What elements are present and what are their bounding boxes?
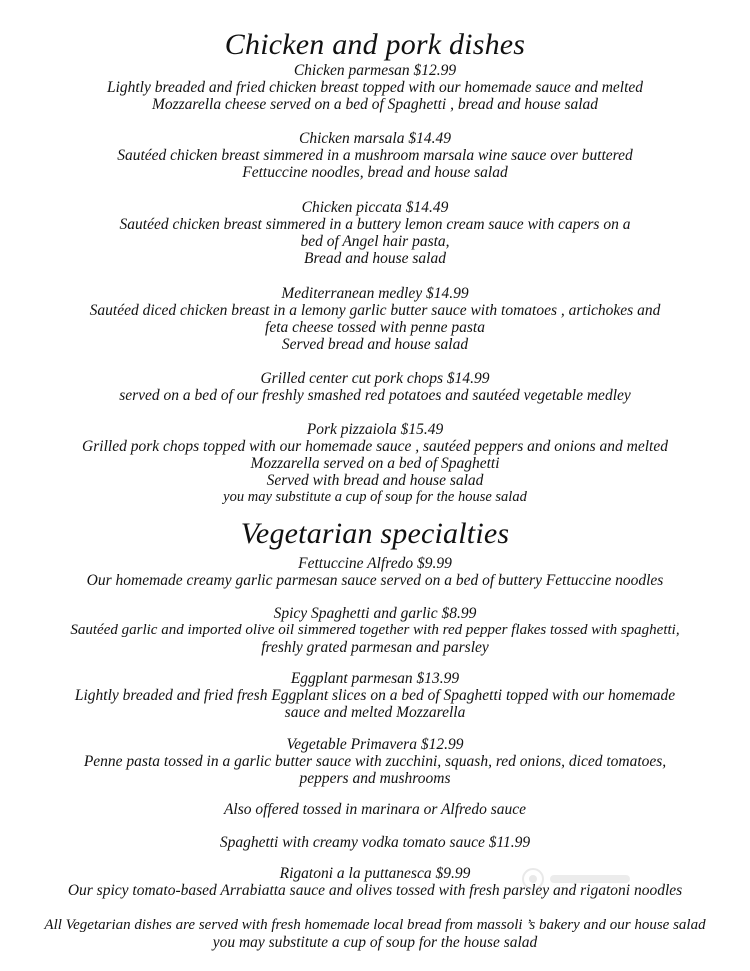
menu-item-chicken-piccata xyxy=(0,199,750,267)
item-description-line: Served with bread and house salad xyxy=(266,472,484,489)
section-title-chicken-pork: Chicken and pork dishes xyxy=(224,28,526,61)
item-name-price: Vegetable Primavera $12.99 xyxy=(286,736,464,753)
item-name-price: Chicken parmesan $12.99 xyxy=(293,62,457,79)
menu-item-vodka-spaghetti: Spaghetti with creamy vodka tomato sauce $11.99 xyxy=(219,834,531,851)
menu-item-eggplant-parmesan xyxy=(0,670,750,721)
item-description-line: Bread and house salad xyxy=(304,250,446,267)
item-description-line: sauce and melted Mozzarella xyxy=(284,704,466,721)
menu-item-chicken-parmesan xyxy=(0,62,750,113)
item-description-line: Lightly breaded and fried fresh Eggplant slices on a bed of Spaghetti topped with our homemade xyxy=(74,687,676,704)
item-name-price: Spicy Spaghetti and garlic $8.99 xyxy=(273,605,477,622)
item-description-line: freshly grated parmesan and parsley xyxy=(261,639,489,656)
item-name-price: Eggplant parmesan $13.99 xyxy=(290,670,460,687)
item-description-line: Sautéed garlic and imported olive oil simmered together with red pepper flakes tossed with spaghetti, xyxy=(70,622,680,638)
item-description-line: Mozzarella cheese served on a bed of Spaghetti , bread and house salad xyxy=(151,96,599,113)
item-name-price: Pork pizzaiola $15.49 xyxy=(306,421,444,438)
watermark-logo-icon xyxy=(520,866,640,892)
menu-item-mediterranean-medley xyxy=(0,285,750,353)
menu-item-fettuccine-alfredo xyxy=(0,555,750,589)
vegetarian-footer-substitute-note: you may substitute a cup of soup for the house salad xyxy=(212,934,538,951)
item-description-line: Lightly breaded and fried chicken breast topped with our homemade sauce and melted xyxy=(106,79,644,96)
item-description-line: Grilled pork chops topped with our homemade sauce , sautéed peppers and onions and melted xyxy=(82,438,668,455)
menu-item-chicken-marsala xyxy=(0,130,750,181)
item-description-line: Sautéed chicken breast simmered in a mushroom marsala wine sauce over buttered xyxy=(117,147,633,164)
item-description-line: bed of Angel hair pasta, xyxy=(300,233,450,250)
item-description-line: Sautéed chicken breast simmered in a buttery lemon cream sauce with capers on a xyxy=(119,216,631,233)
vegetarian-footer-bread-note: All Vegetarian dishes are served with fresh homemade local bread from massoli ’s bakery and our house salad xyxy=(44,917,706,933)
section-title-vegetarian: Vegetarian specialties xyxy=(240,517,510,550)
item-description-line: served on a bed of our freshly smashed red potatoes and sautéed vegetable medley xyxy=(119,387,631,404)
alt-sauce-note: Also offered tossed in marinara or Alfredo sauce xyxy=(223,801,527,818)
menu-item-spicy-spaghetti xyxy=(0,605,750,656)
menu-item-vegetable-primavera xyxy=(0,736,750,787)
menu-item-pork-chops xyxy=(0,370,750,404)
item-name-price: Chicken marsala $14.49 xyxy=(299,130,451,147)
item-description-line: Penne pasta tossed in a garlic butter sauce with zucchini, squash, red onions, diced tomatoes, xyxy=(83,753,667,770)
item-name-price: Rigatoni a la puttanesca $9.99 xyxy=(279,865,471,882)
item-name-price: Grilled center cut pork chops $14.99 xyxy=(260,370,490,387)
item-name-price: Chicken piccata $14.49 xyxy=(301,199,449,216)
menu-item-pork-pizzaiola xyxy=(0,421,750,489)
item-description-line: Mozzarella served on a bed of Spaghetti xyxy=(250,455,500,472)
item-description-line: Served bread and house salad xyxy=(281,336,469,353)
item-description-line: Our homemade creamy garlic parmesan sauce served on a bed of buttery Fettuccine noodles xyxy=(86,572,664,589)
item-name-price: Fettuccine Alfredo $9.99 xyxy=(298,555,452,572)
item-description-line: peppers and mushrooms xyxy=(299,770,451,787)
substitute-note: you may substitute a cup of soup for the house salad xyxy=(223,489,527,505)
item-description-line: Fettuccine noodles, bread and house salad xyxy=(242,164,508,181)
item-name-price: Mediterranean medley $14.99 xyxy=(281,285,469,302)
item-description-line: Sautéed diced chicken breast in a lemony garlic butter sauce with tomatoes , artichokes and xyxy=(89,302,661,319)
item-description-line: feta cheese tossed with penne pasta xyxy=(265,319,485,336)
item-description-line: Our spicy tomato-based Arrabiatta sauce and olives tossed with fresh parsley and rigatoni noodles xyxy=(67,882,683,899)
